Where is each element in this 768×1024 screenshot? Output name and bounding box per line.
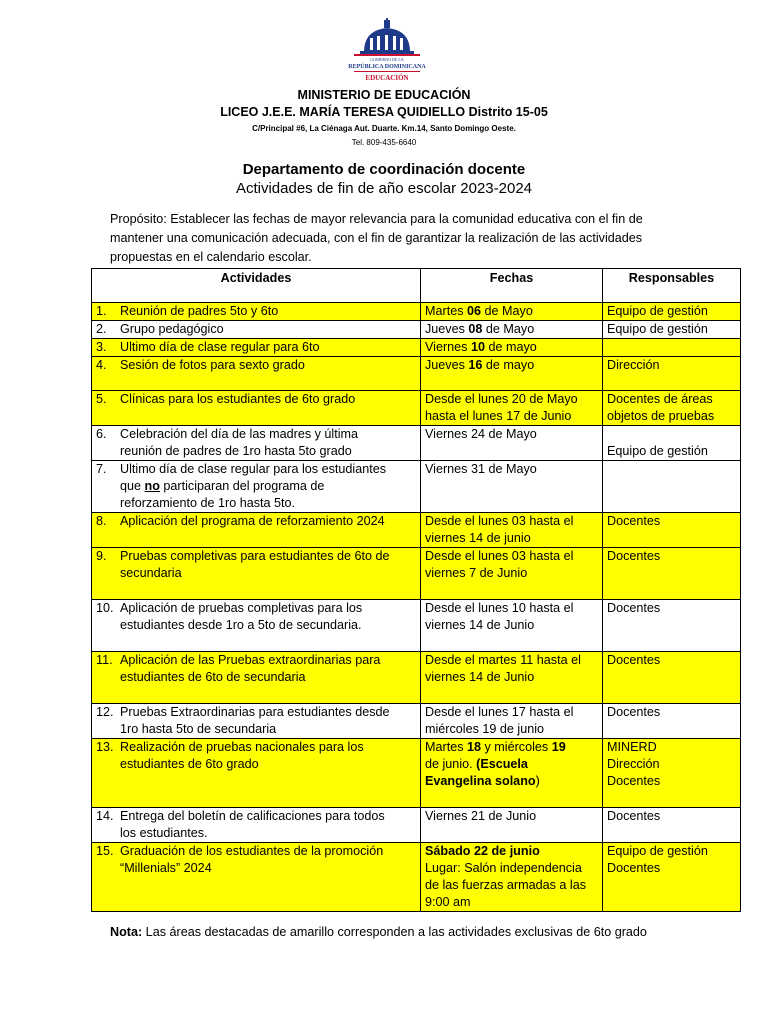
activity-cell: 13. Realización de pruebas nacionales para los estudiantes de 6to grado [92, 739, 421, 808]
table-row [92, 600, 741, 652]
responsible-cell: Dirección [603, 357, 741, 391]
header-responsible: Responsables [603, 269, 741, 303]
table-row [92, 652, 741, 704]
date-cell: Desde el lunes 20 de Mayo hasta el lunes 17 de Junio [421, 391, 603, 426]
date-cell: Desde el martes 11 hasta el viernes 14 de Junio [421, 652, 603, 704]
responsible-cell: Equipo de gestión Docentes [603, 843, 741, 912]
responsible-cell: Equipo de gestión [603, 303, 741, 321]
table-row [92, 391, 741, 426]
purpose-line: Propósito: Establecer las fechas de mayor relevancia para la comunidad educativa con el fin de [110, 212, 643, 226]
logo-line3: EDUCACIÓN [365, 74, 409, 82]
footnote [110, 925, 647, 939]
activity-cell: 15. Graduación de los estudiantes de la promoción “Millenials” 2024 [92, 843, 421, 912]
table-row [92, 513, 741, 548]
responsible-cell: Docentes [603, 652, 741, 704]
table-row [92, 704, 741, 739]
date-cell: Desde el lunes 17 hasta el miércoles 19 de junio [421, 704, 603, 739]
activity-cell: 10. Aplicación de pruebas completivas para los estudiantes desde 1ro a 5to de secundaria. [92, 600, 421, 652]
responsible-cell [603, 339, 741, 357]
activities-table [91, 268, 741, 912]
table-header-row [92, 269, 741, 303]
responsible-cell: Docentes [603, 704, 741, 739]
logo-line2: REPÚBLICA DOMINICANA [348, 64, 426, 70]
activity-cell: 4. Sesión de fotos para sexto grado [92, 357, 421, 391]
date-cell: Viernes 31 de Mayo [421, 461, 603, 513]
responsible-cell: Docentes [603, 808, 741, 843]
date-cell: Desde el lunes 03 hasta el viernes 7 de Junio [421, 548, 603, 600]
date-cell: Viernes 10 de mayo [421, 339, 603, 357]
activity-cell: 11. Aplicación de las Pruebas extraordinarias para estudiantes de 6to de secundaria [92, 652, 421, 704]
header-activities: Actividades [92, 269, 421, 303]
responsible-cell: Docentes [603, 600, 741, 652]
responsible-cell: Docentes de áreas objetos de pruebas [603, 391, 741, 426]
document-subtitle: Actividades de fin de año escolar 2023-2024 [235, 180, 533, 197]
activity-cell: 14. Entrega del boletín de calificaciones para todos los estudiantes. [92, 808, 421, 843]
activity-cell: 5. Clínicas para los estudiantes de 6to grado [92, 391, 421, 426]
activity-cell: 1. Reunión de padres 5to y 6to [92, 303, 421, 321]
purpose-paragraph [110, 210, 670, 267]
table-row [92, 303, 741, 321]
activity-cell: 7. Ultimo día de clase regular para los estudiantes que no participaran del programa de reforzamiento de 1ro hasta 5to. [92, 461, 421, 513]
activity-cell: 8. Aplicación del programa de reforzamiento 2024 [92, 513, 421, 548]
table-row [92, 339, 741, 357]
date-cell: Martes 06 de Mayo [421, 303, 603, 321]
activity-cell: 6. Celebración del día de las madres y última reunión de padres de 1ro hasta 5to grado [92, 426, 421, 461]
table-row [92, 739, 741, 808]
date-cell: Desde el lunes 10 hasta el viernes 14 de Junio [421, 600, 603, 652]
note-text: Las áreas destacadas de amarillo corresponden a las actividades exclusivas de 6to grado [142, 925, 647, 939]
logo-line1: GOBIERNO DE LA [370, 57, 404, 62]
table-row [92, 843, 741, 912]
date-cell: Jueves 08 de Mayo [421, 321, 603, 339]
table-row [92, 321, 741, 339]
responsible-cell: Docentes [603, 513, 741, 548]
purpose-line: mantener una comunicación adecuada, con el fin de garantizar la realización de las actividades [110, 231, 643, 245]
table-row [92, 426, 741, 461]
responsible-cell: MINERD Dirección Docentes [603, 739, 741, 808]
responsible-cell: Equipo de gestión [603, 321, 741, 339]
table-row [92, 357, 741, 391]
table-row [92, 548, 741, 600]
table-row [92, 808, 741, 843]
date-cell: Sábado 22 de junio Lugar: Salón independencia de las fuerzas armadas a las 9:00 am [421, 843, 603, 912]
school-phone: Tel. 809-435-6640 [351, 138, 417, 147]
date-cell: Viernes 24 de Mayo [421, 426, 603, 461]
responsible-cell: Equipo de gestión [603, 426, 741, 461]
date-cell: Viernes 21 de Junio [421, 808, 603, 843]
ministry-logo [344, 18, 430, 88]
responsible-cell: Docentes [603, 548, 741, 600]
date-cell: Martes 18 y miércoles 19 de junio. (Escuela Evangelina solano) [421, 739, 603, 808]
responsible-cell [603, 461, 741, 513]
date-cell: Desde el lunes 03 hasta el viernes 14 de junio [421, 513, 603, 548]
date-cell: Jueves 16 de mayo [421, 357, 603, 391]
school-address: C/Principal #6, La Ciénaga Aut. Duarte. Km.14, Santo Domingo Oeste. [252, 124, 516, 133]
activity-cell: 3. Ultimo día de clase regular para 6to [92, 339, 421, 357]
table-row [92, 461, 741, 513]
purpose-line: propuestas en el calendario escolar. [110, 250, 312, 264]
department-title: Departamento de coordinación docente [242, 161, 526, 178]
ministry-title: MINISTERIO DE EDUCACIÓN [297, 88, 471, 102]
activity-cell: 2. Grupo pedagógico [92, 321, 421, 339]
activity-cell: 12. Pruebas Extraordinarias para estudiantes desde 1ro hasta 5to de secundaria [92, 704, 421, 739]
header-dates: Fechas [421, 269, 603, 303]
school-name: LICEO J.E.E. MARÍA TERESA QUIDIELLO Distrito 15-05 [220, 105, 548, 119]
note-label: Nota: [110, 925, 143, 939]
national-palace-emblem-icon [344, 18, 430, 88]
activity-cell: 9. Pruebas completivas para estudiantes de 6to de secundaria [92, 548, 421, 600]
